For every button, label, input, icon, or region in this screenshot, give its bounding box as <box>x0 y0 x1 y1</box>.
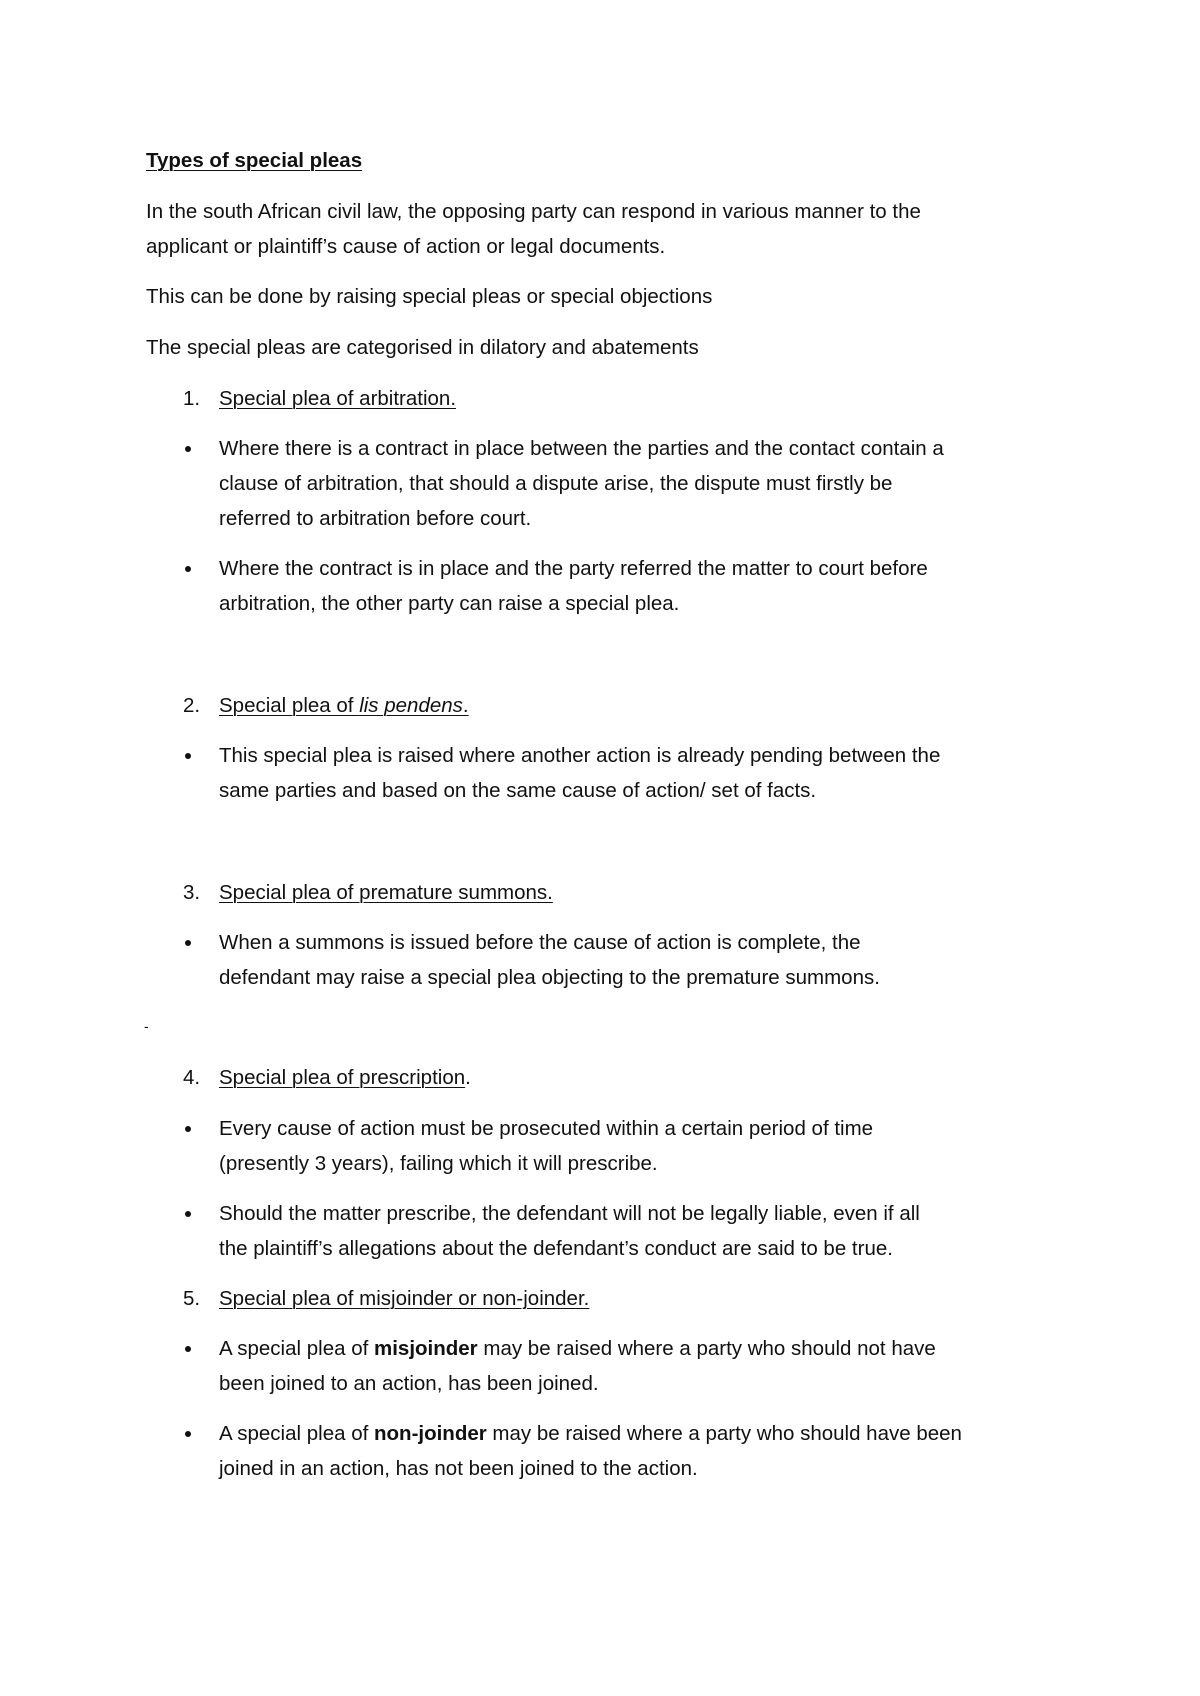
bullet-icon <box>185 1346 191 1352</box>
section-1-bullet-2-line-2: arbitration, the other party can raise a special plea. <box>219 592 680 615</box>
section-4-bullet-2-line-1: Should the matter prescribe, the defendant will not be legally liable, even if all <box>219 1202 920 1225</box>
bullet-icon <box>185 1211 191 1217</box>
section-3-bullet-1-line-1: When a summons is issued before the cause of action is complete, the <box>219 931 861 954</box>
section-4-title-text: Special plea of prescription <box>219 1066 466 1089</box>
section-5-bullet-2-bold: non-joinder <box>374 1422 487 1445</box>
section-1-title: Special plea of arbitration. <box>219 387 457 410</box>
section-5-bullet-1-post: may be raised where a party who should not have <box>477 1337 936 1360</box>
section-1-bullet-1-line-2: clause of arbitration, that should a dispute arise, the dispute must firstly be <box>219 472 893 495</box>
section-4-bullet-2-line-2: the plaintiff’s allegations about the defendant’s conduct are said to be true. <box>219 1237 893 1260</box>
section-3-number: 3. <box>183 881 201 904</box>
section-5-bullet-1-line-1 <box>219 1339 936 1360</box>
section-4-bullet-1-line-1: Every cause of action must be prosecuted within a certain period of time <box>219 1117 874 1140</box>
section-2-title-italic: lis pendens <box>359 694 463 717</box>
bullet-icon <box>185 566 191 572</box>
section-5-bullet-2-pre: A special plea of <box>219 1422 374 1445</box>
intro-paragraph-3-text: The special pleas are categorised in dilatory and abatements <box>146 336 699 359</box>
bullet-icon <box>185 753 191 759</box>
bullet-icon <box>185 1126 191 1132</box>
section-5-bullet-1-bold: misjoinder <box>374 1337 478 1360</box>
section-2-title-suffix: . <box>462 694 469 717</box>
section-1-number: 1. <box>183 387 201 410</box>
section-2-title <box>219 696 469 717</box>
section-5-number: 5. <box>183 1287 201 1310</box>
bullet-icon <box>185 446 191 452</box>
section-5-bullet-1-line-2: been joined to an action, has been joined. <box>219 1372 599 1395</box>
section-5-bullet-1-pre: A special plea of <box>219 1337 374 1360</box>
intro-paragraph-2: This can be done by raising special pleas or special objections <box>146 285 713 308</box>
document-heading: Types of special pleas <box>146 149 363 172</box>
section-5-title: Special plea of misjoinder or non-joinder. <box>219 1287 590 1310</box>
section-2-number: 2. <box>183 694 201 717</box>
intro-paragraph-line-2: applicant or plaintiff’s cause of action or legal documents. <box>146 235 666 258</box>
section-5-bullet-2-line-2: joined in an action, has not been joined to the action. <box>219 1457 698 1480</box>
section-3-title: Special plea of premature summons. <box>219 881 553 904</box>
stray-mark: - <box>144 1018 149 1034</box>
section-2-bullet-1-line-1: This special plea is raised where another action is already pending between the <box>219 744 941 767</box>
section-4-title-suffix: . <box>465 1066 471 1089</box>
bullet-icon <box>185 1431 191 1437</box>
section-2-bullet-1-line-2: same parties and based on the same cause of action/ set of facts. <box>219 779 817 802</box>
section-5-bullet-2-line-1 <box>219 1424 962 1445</box>
section-3-bullet-1-line-2: defendant may raise a special plea objecting to the premature summons. <box>219 966 880 989</box>
bullet-icon <box>185 940 191 946</box>
intro-paragraph-3 <box>146 338 699 359</box>
intro-paragraph-line-1: In the south African civil law, the opposing party can respond in various manner to the <box>146 200 921 223</box>
section-4-title <box>219 1068 471 1089</box>
section-1-bullet-2-line-1: Where the contract is in place and the party referred the matter to court before <box>219 557 928 580</box>
section-1-bullet-1-line-3: referred to arbitration before court. <box>219 507 532 530</box>
section-1-bullet-1-line-1: Where there is a contract in place between the parties and the contact contain a <box>219 437 944 460</box>
section-4-bullet-1-line-2: (presently 3 years), failing which it will prescribe. <box>219 1152 658 1175</box>
section-4-number: 4. <box>183 1066 201 1089</box>
section-5-bullet-2-post: may be raised where a party who should have been <box>486 1422 962 1445</box>
section-2-title-prefix: Special plea of <box>219 694 360 717</box>
